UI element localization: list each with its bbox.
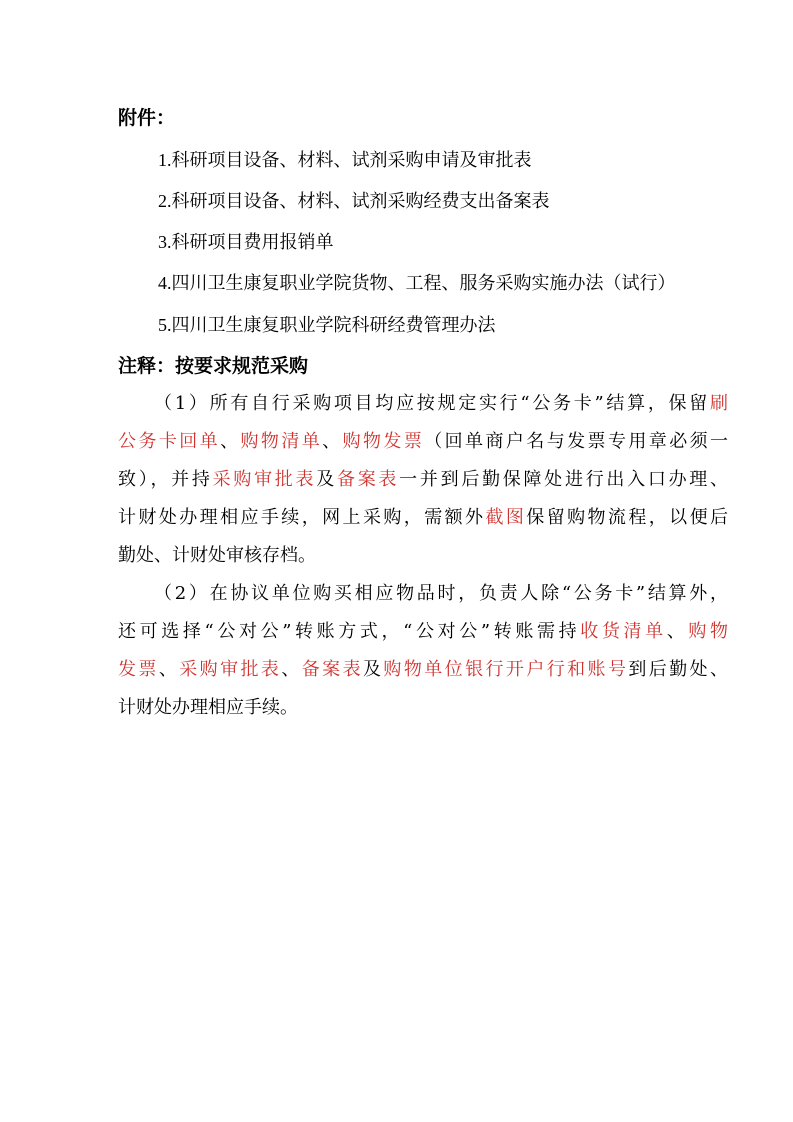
line-text: 还可选择“公对公”转账方式，“公对公”转账需持 bbox=[118, 621, 581, 642]
line-text: 致），并持 bbox=[118, 469, 213, 490]
attachment-item-5 bbox=[158, 313, 496, 338]
paragraph-line: （2）在协议单位购买相应物品时，负责人除“公务卡”结算外， bbox=[154, 583, 728, 604]
attachment-number: 1. bbox=[158, 150, 172, 170]
highlight-text: 刷 bbox=[710, 393, 728, 414]
attachment-text: 四川卫生康复职业学院货物、工程、服务采购实施办法（试行） bbox=[171, 273, 676, 294]
highlight-text: 发票 bbox=[118, 659, 159, 680]
line-text: 计财处办理相应手续，网上采购，需额外 bbox=[118, 507, 486, 528]
attachment-number: 5. bbox=[158, 315, 172, 335]
attachment-number: 4. bbox=[158, 273, 172, 293]
attachment-text: 四川卫生康复职业学院科研经费管理办法 bbox=[171, 315, 496, 336]
paragraph-line: 计财处办理相应手续。 bbox=[118, 697, 298, 718]
highlight-text: 购物单位银行开户行和账号 bbox=[383, 659, 629, 680]
attachment-item-2 bbox=[158, 189, 550, 214]
line-text: 及 bbox=[316, 469, 337, 490]
paragraph-line bbox=[118, 461, 728, 499]
paragraph-line bbox=[118, 385, 728, 423]
highlight-text: 公务卡回单 bbox=[118, 431, 221, 452]
line-text: 及 bbox=[363, 659, 384, 680]
line-text: 、 bbox=[158, 659, 180, 680]
line-text: 、 bbox=[666, 621, 689, 642]
highlight-text: 备案表 bbox=[336, 469, 400, 490]
attachment-item-3 bbox=[158, 230, 334, 255]
line-text: 一并到后勤保障处进行出入口办理、 bbox=[399, 469, 729, 490]
line-text: 到后勤处、 bbox=[628, 659, 729, 680]
line-text: 、 bbox=[220, 431, 241, 452]
attachment-number: 2. bbox=[158, 191, 172, 211]
attachment-item-4 bbox=[158, 271, 676, 296]
note-paragraph-2 bbox=[118, 575, 728, 727]
note-paragraph-1 bbox=[118, 385, 728, 575]
paragraph-line bbox=[118, 423, 728, 461]
attachment-text: 科研项目费用报销单 bbox=[171, 232, 334, 253]
attachment-number: 3. bbox=[158, 232, 172, 252]
highlight-text: 备案表 bbox=[301, 659, 363, 680]
line-text: 保留购物流程，以便后 bbox=[526, 507, 729, 528]
line-text: （回单商户名与发票专用章必须一 bbox=[424, 431, 729, 452]
highlight-text: 购物 bbox=[688, 621, 729, 642]
attachment-item-1 bbox=[158, 148, 532, 173]
paragraph-line: 勤处、计财处审核存档。 bbox=[118, 545, 316, 566]
highlight-text: 采购审批表 bbox=[179, 659, 282, 680]
highlight-text: 购物清单 bbox=[240, 431, 323, 452]
highlight-text: 收货清单 bbox=[580, 621, 667, 642]
line-text: 、 bbox=[322, 431, 343, 452]
paragraph-line bbox=[118, 651, 728, 689]
notes-title: 注释：按要求规范采购 bbox=[118, 355, 309, 377]
line-text: 、 bbox=[281, 659, 302, 680]
paragraph-line bbox=[118, 499, 728, 537]
attachment-text: 科研项目设备、材料、试剂采购申请及审批表 bbox=[171, 150, 532, 171]
line-text: （1）所有自行采购项目均应按规定实行“公务卡”结算，保留 bbox=[154, 393, 710, 414]
highlight-text: 购物发票 bbox=[342, 431, 425, 452]
paragraph-line bbox=[118, 613, 728, 651]
highlight-text: 截图 bbox=[485, 507, 527, 528]
highlight-text: 采购审批表 bbox=[212, 469, 317, 490]
attachments-title: 附件： bbox=[118, 107, 176, 129]
attachment-text: 科研项目设备、材料、试剂采购经费支出备案表 bbox=[171, 191, 550, 212]
